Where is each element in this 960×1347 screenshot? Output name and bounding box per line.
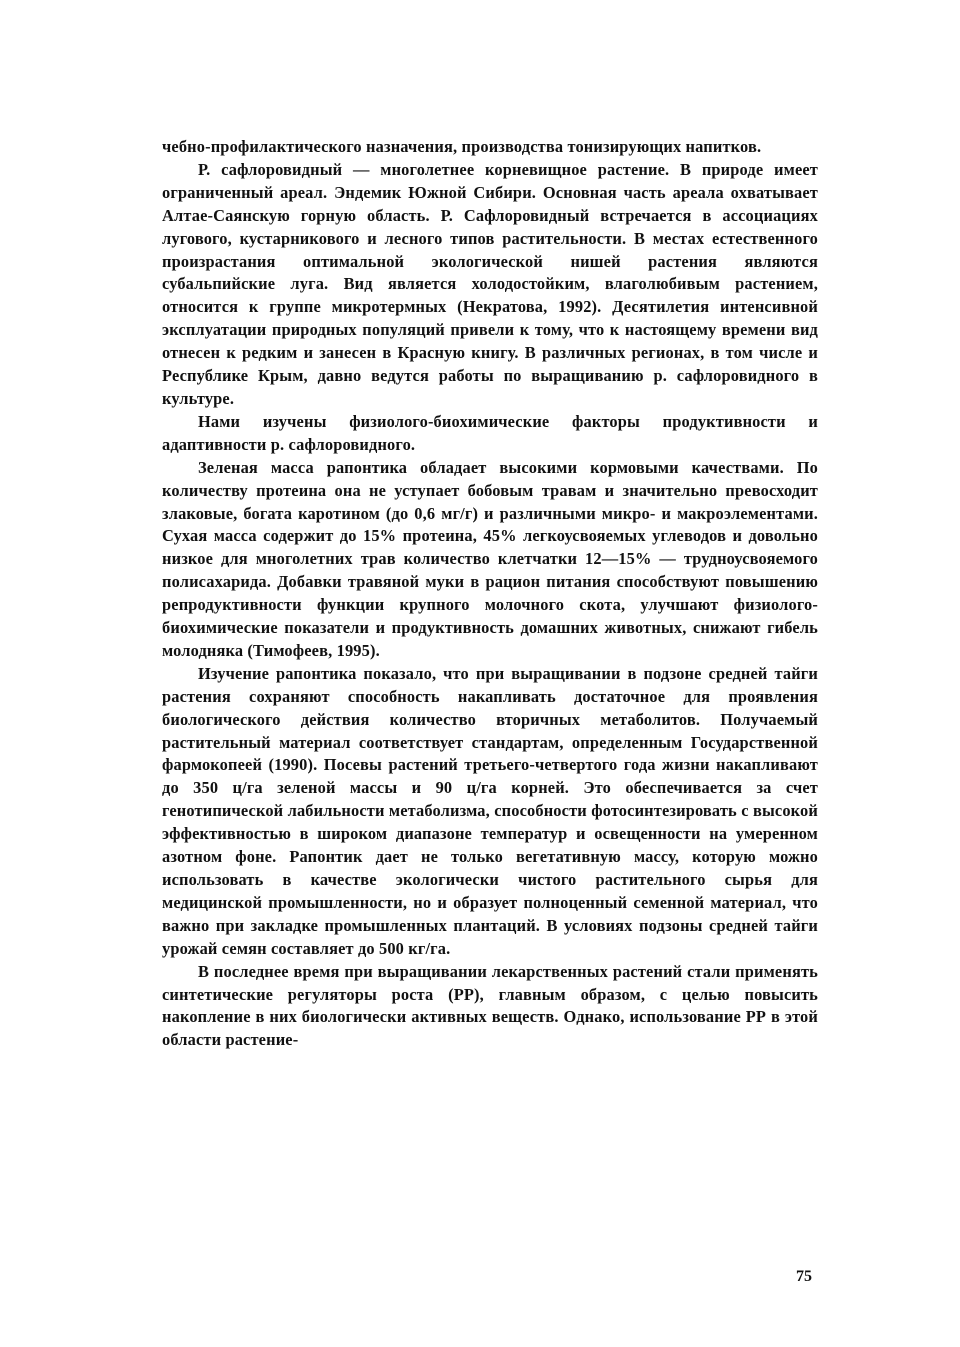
paragraph-6: В последнее время при выращивании лекарственных растений стали применять синтетические регуляторы роста (РР), главным образом, с целью повысить накопление в них биологически активных веществ. Однако, использование РР в этой области растение- [162,961,818,1050]
paragraph-4: Зеленая масса рапонтика обладает высокими кормовыми качествами. По количеству протеина она не уступает бобовым травам и значительно превосходит злаковые, богата каротином (до 0,6 мг/г) и различными микро- и макроэлементами. Сухая масса содержит до 15% протеина, 45% легкоусвояемых углеводов и довольно низкое для многолетних трав количество клетчатки 12—15% — трудноусвояемого полисахарида. Добавки травяной муки в рацион питания способствуют повышению репродуктивности функции крупного молочного скота, улучшают физиолого-биохимические показатели и продуктивность домашних животных, снижают гибель молодняка (Тимофеев, 1995). [162,457,818,660]
paragraph-1: чебно-профилактического назначения, производства тонизирующих напитков. [162,137,762,156]
paragraph-5: Изучение рапонтика показало, что при выращивании в подзоне средней тайги растения сохраняют способность накапливать достаточное для проявления биологического действия количество вторичных метаболитов. Получаемый растительный материал соответствует стандартам, определенным Государственной фармокопеей (1990). Посевы растений третьего-четвертого года жизни накапливают до 350 ц/га зеленой массы и 90 ц/га корней. Это обеспечивается за счет генотипической лабильности метаболизма, способности фотосинтезировать с высокой эффективностью в широком диапазоне температур и освещенности на умеренном азотном фоне. Рапонтик дает не только вегетативную массу, которую можно использовать в качестве экологически чистого растительного сырья для медицинской промышленности, но и образует полноценный семенной материал, что важно при закладке промышленных плантаций. В условиях подзоны средней тайги урожай семян составляет до 500 кг/га. [162,663,818,958]
body-text [162,136,818,1052]
paragraph-2: Р. сафлоровидный — многолетнее корневищное растение. В природе имеет ограниченный ареал. Эндемик Южной Сибири. Основная часть ареала охватывает Алтае-Саянскую горную область. Р. Сафлоровидный встречается в ассоциациях лугового, кустарникового и лесного типов растительности. В местах естественного произрастания оптимальной экологической нишей растения являются субальпийские луга. Вид является холодостойким, влаголюбивым растением, относится к группе микротермных (Некратова, 1992). Десятилетия интенсивной эксплуатации природных популяций привели к тому, что к настоящему времени вид отнесен к редким и занесен в Красную книгу. В различных регионах, в том числе и Республике Крым, давно ведутся работы по выращиванию р. сафлоровидного в культуре. [162,159,818,408]
page-number: 75 [796,1268,812,1285]
paragraph-3: Нами изучены физиолого-биохимические факторы продуктивности и адаптивности р. сафлоровидного. [162,411,818,454]
